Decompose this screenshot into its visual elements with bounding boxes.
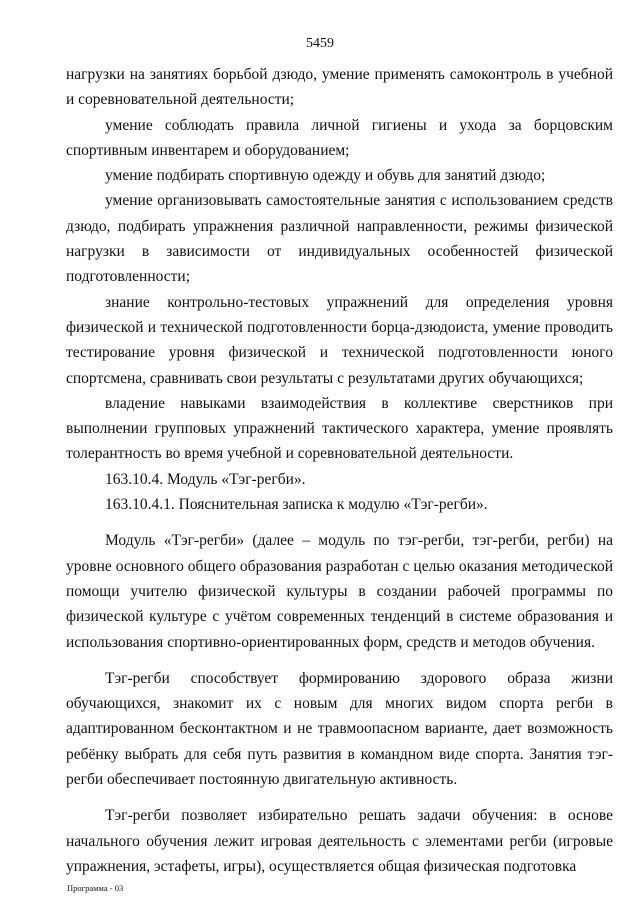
paragraph: владение навыками взаимодействия в коллективе сверстников при выполнении групповых упражнений тактического характера, умение проявлять толерантность во время учебной и соревновательной деятельности. — [66, 394, 613, 463]
section-heading: 163.10.4. Модуль «Тэг-регби». — [105, 470, 306, 488]
paragraph: умение соблюдать правила личной гигиены и ухода за борцовским спортивным инвентарем и оборудованием; — [66, 116, 613, 159]
paragraph: Модуль «Тэг-регби» (далее – модуль по тэг-регби, тэг-регби, регби) на уровне основного общего образования разработан с целью оказания методической помощи учителю физической культуры в создании рабочей программы по физической культуре с учётом современных тенденций в системе образования и использования спортивно-ориентированных форм, средств и методов обучения. — [66, 532, 613, 651]
page-number: 5459 — [306, 36, 334, 51]
paragraph: умение организовывать самостоятельные занятия с использованием средств дзюдо, подбирать упражнения различной направленности, режимы физической нагрузки в зависимости от индивидуальных особенностей физической подготовленности; — [66, 192, 613, 286]
footer-label: Программа - 03 — [67, 883, 124, 893]
paragraph: умение подбирать спортивную одежду и обувь для занятий дзюдо; — [105, 167, 546, 185]
paragraph: Тэг-регби способствует формированию здорового образа жизни обучающихся, знакомит их с новым для многих видом спорта регби в адаптированном бесконтактном и не травмоопасном варианте, дает возможность ребёнку выбрать для себя путь развития в командном виде спорта. Занятия тэг-регби обеспечивает постоянную двигательную активность. — [66, 669, 613, 789]
paragraph: знание контрольно-тестовых упражнений для определения уровня физической и технической подготовленности борца-дзюдоиста, умение проводить тестирование уровня физической и технической подготовленности юного спортсмена, сравнивать свои результаты с результатами других обучающихся; — [66, 293, 613, 387]
subsection-heading: 163.10.4.1. Пояснительная записка к модулю «Тэг-регби». — [105, 496, 488, 514]
document-body — [66, 62, 613, 879]
paragraph: нагрузки на занятиях борьбой дзюдо, умение применять самоконтроль в учебной и соревновательной деятельности; — [66, 66, 613, 109]
paragraph: Тэг-регби позволяет избирательно решать задачи обучения: в основе начального обучения лежит игровая деятельность с элементами регби (игровые упражнения, эстафеты, игры), осуществляется общая физическая подготовка — [66, 807, 613, 875]
